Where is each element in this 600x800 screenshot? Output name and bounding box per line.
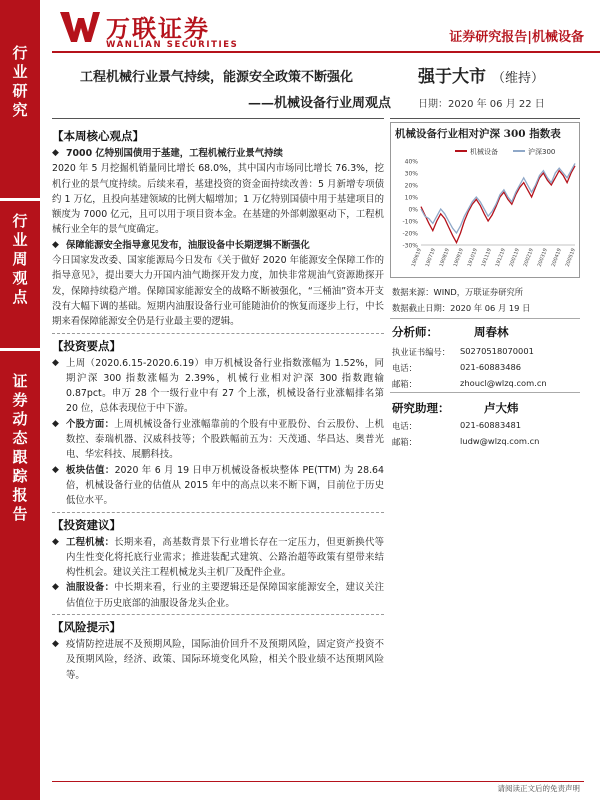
x-tick-label: 200219 [522, 247, 535, 268]
relative-index-chart [390, 122, 580, 278]
company-logo [60, 8, 290, 52]
sidebar-char: 究 [12, 101, 28, 119]
header-divider [52, 51, 600, 53]
rating-sub: （维持） [492, 71, 545, 86]
analyst-cert: S0270518070001 [460, 346, 534, 356]
series-line [421, 163, 575, 233]
points-bullet-3-text: 2020 年 6 月 19 日申万机械设备板块整体 PE(TTM) 为 28.64 倍，机械设备行业的估值从 2015 年中的高点以来不断下调，目前位于历史低位水平。 [66, 464, 384, 507]
sidebar-char: 点 [12, 288, 28, 306]
x-tick-label: 200319 [536, 247, 549, 268]
section-heading-advice: 【投资建议】 [52, 517, 121, 532]
core-bullet-1-text: 2020 年 5 月挖掘机销量同比增长 68.0%，其中国内市场同比增长 76.3%，挖机行业的景气度持续。后续来看，基建投资的资金面持续改善：5 月新增专项债约 1 万亿，且投向基建领域的比例大幅增加；1 万亿特别国债中用于基建项目的额度为 7000 亿元，且可以用于项目资本金。在基建的外部刺激驱动下，工程机械行业全年的景气度确定。 [52, 163, 384, 236]
core-bullet-2-title: ◆ 保障能源安全指导意见发布，油服设备中长期逻辑不断强化 [52, 238, 384, 253]
industry-rating [418, 62, 544, 87]
analyst-cert-label: 执业证书编号： [392, 347, 451, 357]
logo-chinese-name: 万联证券 [106, 14, 210, 43]
chart-title: 机械设备行业相对沪深 300 指数表 [395, 128, 561, 140]
y-tick-label: -10% [402, 218, 418, 226]
sidebar-char: 行 [12, 212, 28, 230]
points-bullet-3 [52, 463, 384, 509]
y-tick-label: 20% [404, 182, 418, 190]
y-tick-label: 0% [408, 206, 418, 214]
sidebar-char: 证 [12, 372, 28, 390]
report-title: 工程机械行业景气持续，能源安全政策不断强化 [80, 70, 354, 85]
left-sidebar [0, 0, 40, 800]
sidebar-block-weekly-view [0, 212, 40, 307]
advice-bullet-2 [52, 580, 384, 611]
advice-bullet-1 [52, 535, 384, 581]
series-line [421, 166, 575, 243]
report-subtitle: ——机械设备行业周观点 [248, 96, 392, 111]
rating-label: 强于大市 [418, 67, 486, 87]
x-tick-label: 190919 [452, 247, 465, 268]
legend-label: 沪深300 [528, 148, 556, 156]
assistant-email-label: 邮箱： [392, 437, 417, 447]
x-tick-label: 191119 [480, 247, 493, 268]
sidebar-char: 券 [12, 391, 28, 409]
sidebar-char: 周 [12, 250, 28, 268]
core-bullet-1-title: ◆ 7000 亿特别国债用于基建，工程机械行业景气持续 [52, 146, 384, 161]
main-content [52, 124, 384, 683]
wanlian-logo-icon [60, 10, 100, 44]
risk-bullet: ◆ 疫情防控进展不及预期风险，国际油价回升不及预期风险，固定资产投资不及预期风险，经济、政策、国际环境变化风险，相关个股业绩不达预期风险等。 [52, 637, 384, 683]
x-tick-label: 190719 [424, 247, 437, 268]
chart-source: 数据来源：WIND，万联证券研究所 [392, 287, 524, 297]
report-date: 日期：2020 年 06 月 22 日 [418, 99, 545, 110]
x-tick-label: 200419 [550, 247, 563, 268]
section-divider [52, 512, 384, 513]
advice-bullet-2-text: 中长期来看，行业的主要逻辑还是保障国家能源安全，建议关注估值位于历史底部的油服设备龙头企业。 [66, 582, 384, 609]
sidebar-char: 动 [12, 410, 28, 428]
report-type: 证券研究报告|机械设备 [449, 30, 584, 45]
chart-plot [391, 145, 579, 275]
sidebar-char: 踪 [12, 467, 28, 485]
section-divider [52, 333, 384, 334]
x-tick-label: 200119 [508, 247, 521, 268]
section-divider [52, 614, 384, 615]
analyst-email-label: 邮箱： [392, 379, 417, 389]
sidebar-char: 行 [12, 44, 28, 62]
advice-bullet-1-text: 长期来看，高基数背景下行业增长存在一定压力，但更新换代等内生性变化将托底行业需求；推进装配式建筑、公路治超等政策有望带来结构性机会。建议关注工程机械龙头主机厂及配件企业。 [66, 536, 384, 579]
assistant-phone: 021-60883481 [460, 420, 522, 430]
x-tick-label: 191219 [494, 247, 507, 268]
y-tick-label: 40% [404, 158, 418, 166]
x-tick-label: 191019 [466, 247, 479, 268]
analyst-divider [390, 392, 580, 393]
section-heading-core: 【本周核心观点】 [52, 129, 144, 143]
analyst-name: 周春林 [474, 325, 509, 339]
analyst-phone-label: 电话： [392, 363, 417, 373]
x-tick-label: 190619 [410, 247, 423, 268]
core-bullet-2-text: 今日国家发改委、国家能源局今日发布《关于做好 2020 年能源安全保障工作的指导意见》，提出要大力开国内油气勘探开发力度，加快非常规油气资源勘探开发，保障持续稳产增。保障国家能源安全的战略不断被强化，“三桶油”资本开支没有大幅下调的基础。短期内油服设备行业可能随油价的恢复而逐步上行，中长期来看保障能源安全仍是行业最主要的逻辑。 [52, 255, 384, 328]
assistant-phone-label: 电话： [392, 421, 417, 431]
sidebar-divider [0, 348, 40, 351]
footer-divider [52, 781, 584, 782]
y-tick-label: 30% [404, 170, 418, 178]
advice-bullet-1-title: 工程机械： [66, 536, 115, 548]
assistant-label: 研究助理： [392, 401, 450, 415]
section-heading-points: 【投资要点】 [52, 338, 121, 353]
sidebar-char: 告 [12, 505, 28, 523]
sidebar-char: 业 [12, 231, 28, 249]
points-bullet-1: ◆ 上周（2020.6.15-2020.6.19）申万机械设备行业指数涨幅为 1.52%，同期沪深 300 指数涨幅为 2.39%，机械行业相对沪深 300 指数跑输 0.87pct。申万 28 个一级行业中有 27 个上涨，机械设备行业涨幅排名第 20 位，总体表现位于中下游。 [52, 356, 384, 417]
y-tick-label: 10% [404, 194, 418, 202]
sidebar-char: 业 [12, 63, 28, 81]
analyst-email[interactable]: zhoucl@wlzq.com.cn [460, 378, 547, 388]
title-divider [52, 118, 384, 119]
chart-cutoff-date: 数据截止日期：2020 年 06 月 19 日 [392, 303, 531, 313]
assistant-name: 卢大炜 [484, 401, 519, 415]
logo-english-name: WANLIAN SECURITIES [106, 40, 239, 50]
x-tick-label: 200519 [564, 247, 577, 268]
points-bullet-2-title: 个股方面： [66, 418, 115, 430]
section-heading-risk: 【风险提示】 [52, 620, 121, 635]
sidebar-char: 研 [12, 82, 28, 100]
sidebar-char: 观 [12, 269, 28, 287]
x-tick-label: 190819 [438, 247, 451, 268]
points-bullet-3-title: 板块估值： [66, 464, 115, 476]
sidebar-char: 跟 [12, 448, 28, 466]
assistant-email[interactable]: ludw@wlzq.com.cn [460, 436, 540, 446]
points-bullet-2-text: 上周机械设备行业涨幅靠前的个股有中亚股份、台云股份、上机数控、泰瑞机器、汉威科技等；个股跌幅前五为：天茂通、华昌达、奥普光电、华宏科技、展鹏科技。 [66, 418, 384, 461]
analyst-label: 分析师： [392, 325, 438, 339]
analyst-phone: 021-60883486 [460, 362, 522, 372]
sidebar-char: 报 [12, 486, 28, 504]
footer-disclaimer: 请阅读正文后的免责声明 [497, 784, 580, 793]
points-bullet-2 [52, 417, 384, 463]
advice-bullet-2-title: 油服设备： [66, 582, 115, 594]
rating-divider [390, 118, 580, 119]
y-tick-label: -30% [402, 242, 418, 250]
sidebar-divider [0, 198, 40, 201]
sidebar-block-dynamic-report [0, 372, 40, 524]
legend-label: 机械设备 [470, 148, 498, 156]
sidebar-char: 态 [12, 429, 28, 447]
y-tick-label: -20% [402, 230, 418, 238]
analyst-divider [390, 318, 580, 319]
sidebar-block-industry-research [0, 44, 40, 120]
